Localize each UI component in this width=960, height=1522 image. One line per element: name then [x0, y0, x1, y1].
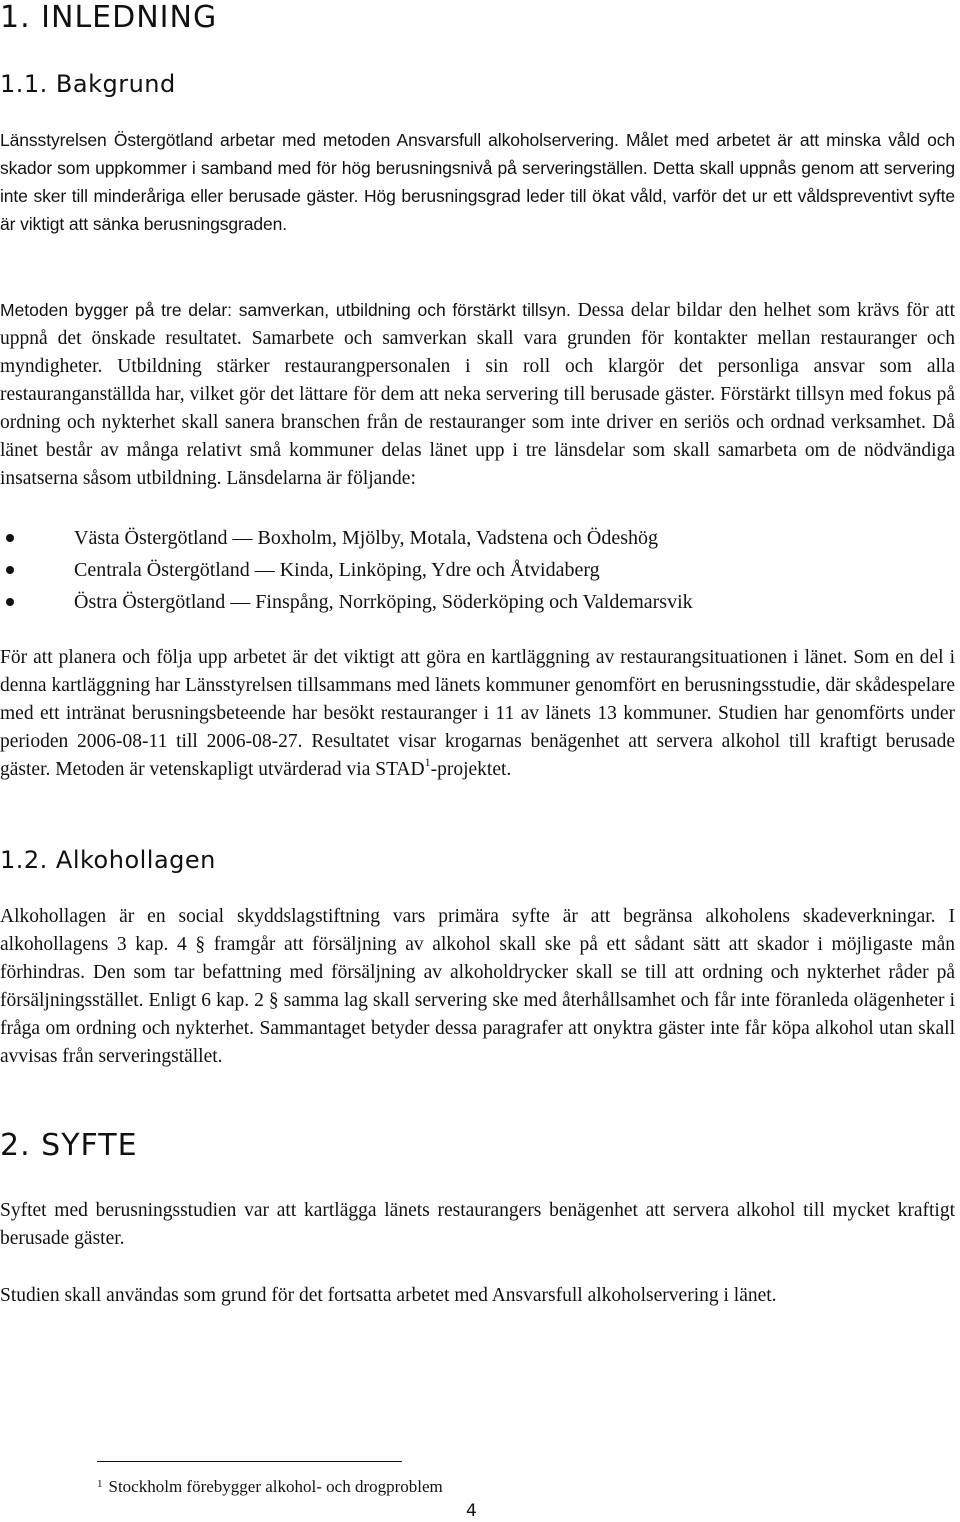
paragraph-kartlaggning-text: För att planera och följa upp arbetet är det viktigt att göra en kartläggning av restaurangsituationen i länet. Som en del i denna kartläggning har Länsstyrelsen tillsammans med länets kommuner genomfört en berusningsstudie, där skådespelare med ett intränat berusningsbeteende har besökt restauranger i 11 av länets 13 kommuner. Studien har genomförts under perioden 2006-08-11 till 2006-08-27. Resultatet visar krogarnas benägenhet att servera alkohol till kraftigt berusade gäster. Metoden är vetenskapligt utvärderad via STAD [0, 647, 955, 780]
footnote [97, 1476, 443, 1500]
bullet-icon [6, 566, 14, 574]
heading-syfte: 2. SYFTE [0, 1128, 138, 1163]
list-item-text: Centrala Östergötland — Kinda, Linköping, Ydre och Åtvidaberg [74, 559, 600, 581]
lansdelar-list [0, 522, 955, 618]
list-item-text: Västa Östergötland — Boxholm, Mjölby, Motala, Vadstena och Ödeshög [74, 527, 659, 549]
list-item [0, 586, 955, 618]
paragraph-kartlaggning-end: -projektet. [430, 759, 512, 780]
paragraph-metoden [0, 296, 955, 493]
bullet-icon [6, 534, 14, 542]
heading-bakgrund: 1.1. Bakgrund [0, 70, 176, 98]
footnote-divider [97, 1461, 402, 1462]
paragraph-bakgrund-intro-text-2: Hög berusningsgrad leder till ökat våld, varför det ur ett våldspreventivt syfte är viktigt att sänka berusningsgraden. [0, 186, 955, 234]
footnote-reference[interactable]: 1 [424, 754, 431, 769]
list-item-text: Östra Östergötland — Finspång, Norrköping, Söderköping och Valdemarsvik [74, 591, 693, 613]
paragraph-syfte-1: Syftet med berusningsstudien var att kartlägga länets restaurangers benägenhet att servera alkohol till mycket kraftigt berusade gäster. [0, 1200, 955, 1249]
paragraph-alkohollagen: Alkohollagen är en social skyddslagstiftning vars primära syfte är att begränsa alkoholens skadeverkningar. I alkohollagens 3 kap. 4 § framgår att försäljning av alkohol skall ske på ett sådant sätt att skador i möjligaste mån förhindras. Den som tar befattning med försäljning av alkoholdrycker skall se till att ordning och nykterhet råder på försäljningsstället. Enligt 6 kap. 2 § samma lag skall servering ske med återhållsamhet och får inte föranleda olägenheter i fråga om ordning och nykterhet. Sammantaget betyder dessa paragrafer att onyktra gäster inte får köpa alkohol utan skall avvisas från serveringstället. [0, 906, 955, 1067]
footnote-text: Stockholm förebygger alkohol- och drogproblem [108, 1477, 443, 1496]
paragraph-bakgrund-intro [0, 126, 955, 238]
bullet-icon [6, 598, 14, 606]
paragraph-bakgrund-intro-text: Länsstyrelsen Östergötland arbetar med metoden Ansvarsfull alkoholservering. Målet med arbetet är att minska våld och skador som uppkommer i samband med för hög berusningsnivå på serveringställen. Detta skall uppnås genom att servering inte sker till minderåriga eller berusade gäster. [0, 130, 955, 206]
list-item [0, 554, 955, 586]
list-item [0, 522, 955, 554]
page-number: 4 [466, 1501, 477, 1521]
paragraph-metoden-body: Dessa delar bildar den helhet som krävs för att uppnå det önskade resultatet. Samarbete och samverkan skall vara grunden för kontakter mellan restauranger och myndigheter. Utbildning stärker restaurangpersonalen i sin roll och klargör det personliga ansvar som alla restauranganställda har, vilket gör det lättare för dem att neka servering till berusade gäster. Förstärkt tillsyn med fokus på ordning och nykterhet skall sanera branschen från de restauranger som inte driver en seriös och ordnad verksamhet. Då länet består av många relativt små kommuner delas länet upp i tre länsdelar som skall samarbeta om de nödvändiga insatserna såsom utbildning. Länsdelarna är följande: [0, 300, 955, 489]
heading-alkohollagen: 1.2. Alkohollagen [0, 846, 216, 874]
paragraph-kartlaggning [0, 644, 955, 784]
footnote-mark: 1 [97, 1478, 103, 1490]
paragraph-syfte-2: Studien skall användas som grund för det fortsatta arbetet med Ansvarsfull alkoholservering i länet. [0, 1285, 777, 1306]
heading-inledning: 1. INLEDNING [0, 0, 218, 35]
paragraph-metoden-lead: Metoden bygger på tre delar: samverkan, utbildning och förstärkt tillsyn. [0, 300, 571, 320]
